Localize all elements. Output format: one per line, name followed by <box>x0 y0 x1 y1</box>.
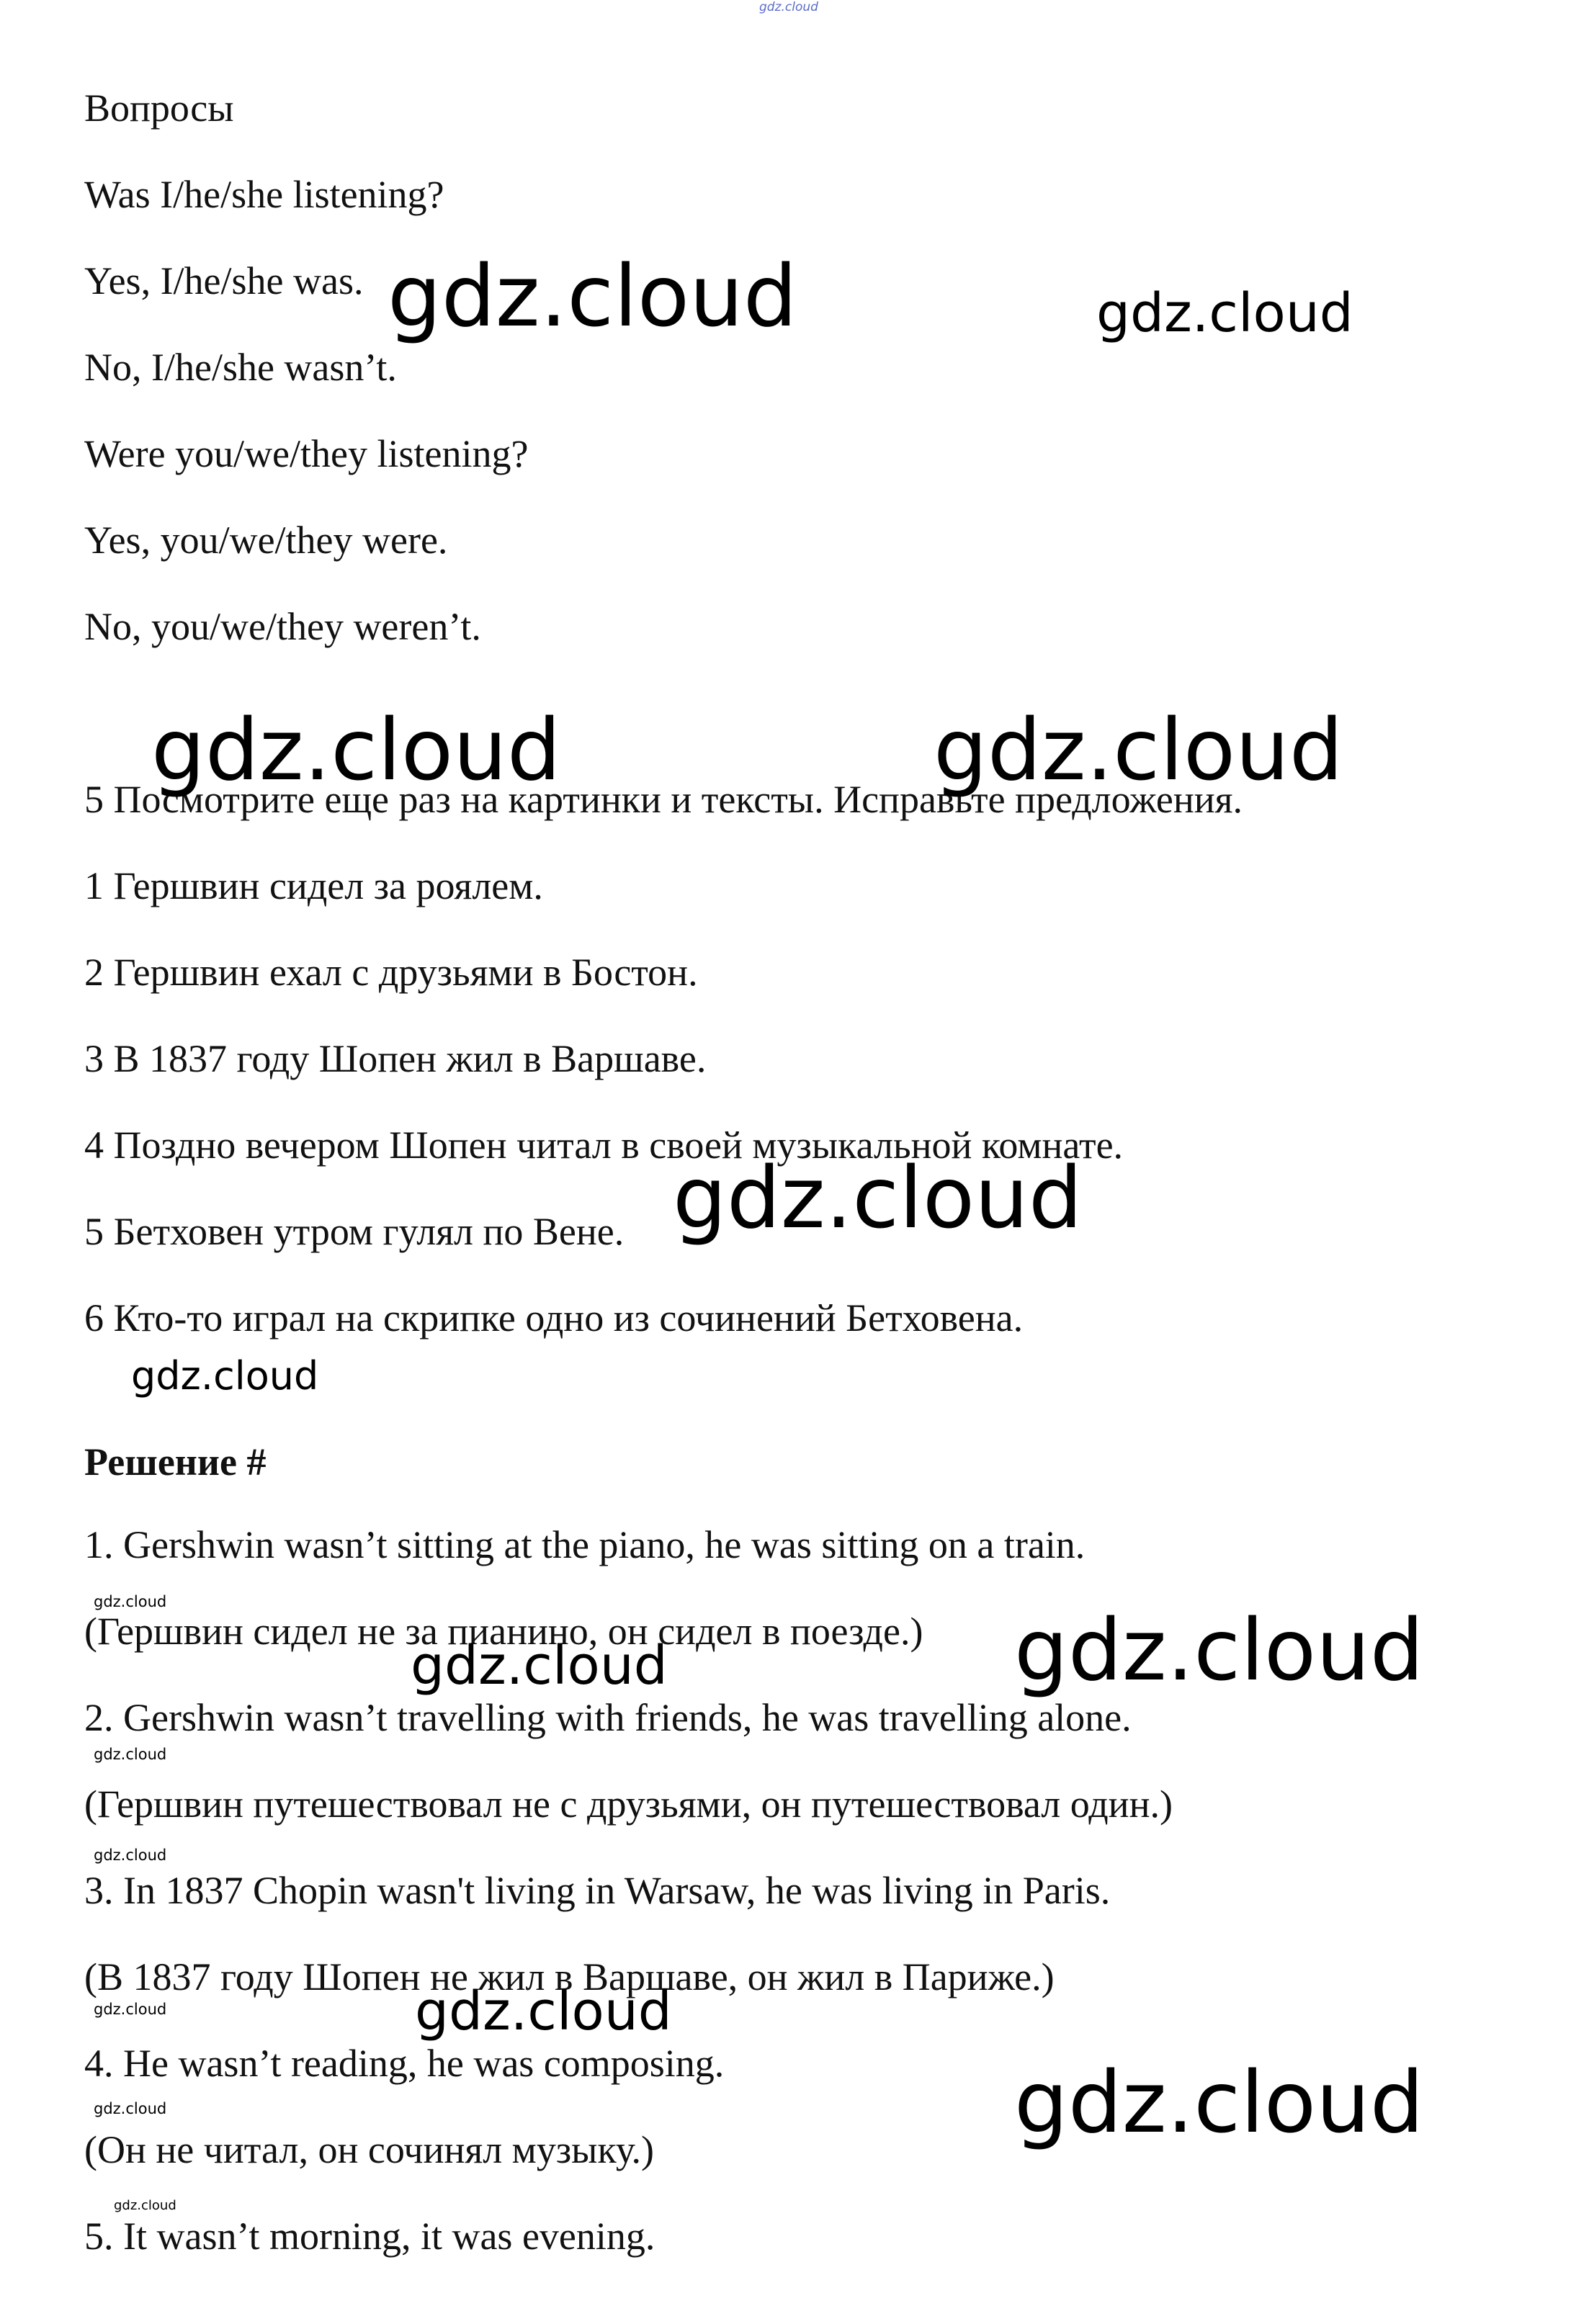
watermark-gdz: gdz.cloud <box>673 1148 1083 1247</box>
watermark-gdz-small: gdz.cloud <box>114 2198 176 2213</box>
question-line: No, I/he/she wasn’t. <box>84 346 397 389</box>
solution-line: 2. Gershwin wasn’t travelling with friends, he was travelling alone. <box>84 1696 1132 1739</box>
watermark-gdz-small: gdz.cloud <box>94 1746 167 1763</box>
solution-line: 3. In 1837 Chopin wasn't living in Warsaw, he was living in Paris. <box>84 1869 1111 1912</box>
task-instruction: 5 Посмотрите еще раз на картинки и тексты. Исправьте предложения. <box>84 778 1243 821</box>
questions-heading: Вопросы <box>84 86 234 130</box>
watermark-gdz: gdz.cloud <box>1014 1600 1424 1700</box>
task-item: 4 Поздно вечером Шопен читал в своей музыкальной комнате. <box>84 1123 1124 1167</box>
watermark-gdz-small: gdz.cloud <box>94 1593 167 1610</box>
watermark-gdz: gdz.cloud <box>415 1980 672 2042</box>
task-item: 5 Бетховен утром гулял по Вене. <box>84 1210 625 1253</box>
question-line: Were you/we/they listening? <box>84 432 529 475</box>
solution-translation: (Гершвин путешествовал не с друзьями, он путешествовал один.) <box>84 1782 1173 1826</box>
solution-line: 1. Gershwin wasn’t sitting at the piano, he was sitting on a train. <box>84 1523 1086 1566</box>
task-item: 1 Гершвин сидел за роялем. <box>84 864 543 907</box>
solution-heading: Решение # <box>84 1440 267 1484</box>
solution-translation: (Гершвин сидел не за пианино, он сидел в поезде.) <box>84 1610 923 1653</box>
question-line: No, you/we/they weren’t. <box>84 605 481 648</box>
watermark-gdz-small: gdz.cloud <box>94 2001 167 2018</box>
watermark-gdz: gdz.cloud <box>388 246 797 346</box>
task-item: 3 В 1837 году Шопен жил в Варшаве. <box>84 1037 707 1080</box>
solution-translation: (Он не читал, он сочинял музыку.) <box>84 2128 654 2171</box>
watermark-gdz: gdz.cloud <box>151 700 561 799</box>
watermark-gdz: gdz.cloud <box>1014 2052 1424 2152</box>
solution-translation: (В 1837 году Шопен не жил в Варшаве, он жил в Париже.) <box>84 1955 1055 1998</box>
solution-line: 5. It wasn’t morning, it was evening. <box>84 2215 655 2258</box>
watermark-top: gdz.cloud <box>759 0 818 14</box>
watermark-gdz-small: gdz.cloud <box>94 2100 167 2117</box>
question-line: Yes, you/we/they were. <box>84 519 448 562</box>
watermark-gdz: gdz.cloud <box>411 1635 668 1697</box>
task-item: 2 Гершвин ехал с друзьями в Бостон. <box>84 951 698 994</box>
question-line: Yes, I/he/she was. <box>84 259 364 302</box>
task-item: 6 Кто-то играл на скрипке одно из сочинений Бетховена. <box>84 1296 1024 1340</box>
question-line: Was I/he/she listening? <box>84 173 444 216</box>
watermark-gdz: gdz.cloud <box>934 700 1343 799</box>
watermark-gdz: gdz.cloud <box>131 1353 319 1399</box>
watermark-gdz-small: gdz.cloud <box>94 1847 167 1864</box>
solution-line: 4. He wasn’t reading, he was composing. <box>84 2042 725 2085</box>
watermark-gdz: gdz.cloud <box>1096 282 1353 344</box>
